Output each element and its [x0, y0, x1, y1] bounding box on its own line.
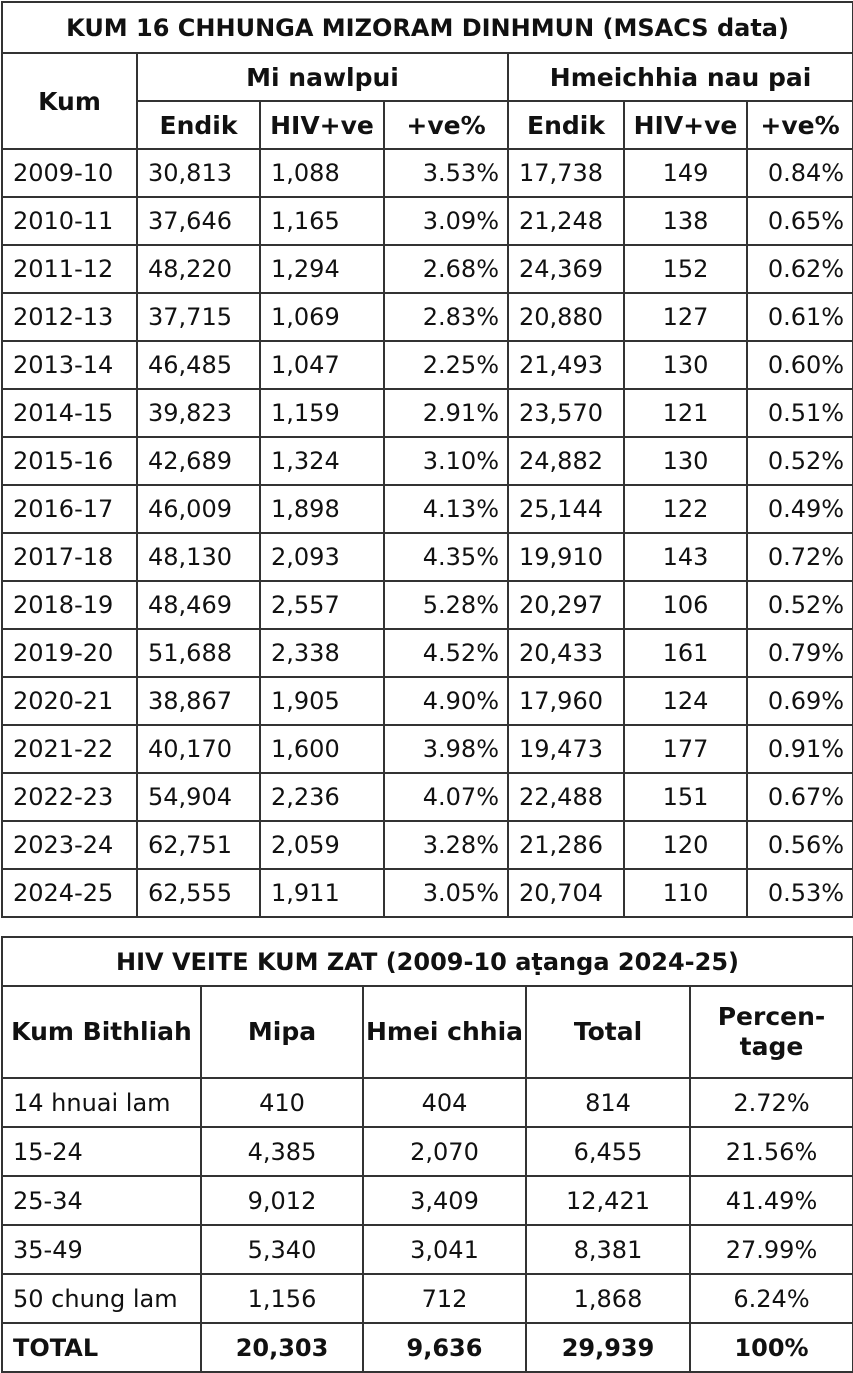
year-cell: 2021-22 — [2, 725, 137, 773]
tested-cell: 46,009 — [137, 485, 260, 533]
positive-rate-cell: 0.52% — [747, 581, 853, 629]
positive-rate-cell: 0.51% — [747, 389, 853, 437]
hiv-positive-cell: 1,905 — [260, 677, 384, 725]
tested-cell: 30,813 — [137, 149, 260, 197]
hiv-positive-cell: 177 — [624, 725, 747, 773]
table-row — [2, 533, 853, 581]
positive-rate-cell: 4.90% — [384, 677, 508, 725]
positive-rate-cell: 4.07% — [384, 773, 508, 821]
general-population-header: Mi nawlpui — [137, 53, 508, 101]
tested-cell: 54,904 — [137, 773, 260, 821]
female-cell: 712 — [363, 1274, 526, 1323]
hiv-positive-cell: 1,324 — [260, 437, 384, 485]
table-row — [2, 245, 853, 293]
hiv-positive-cell: 1,911 — [260, 869, 384, 917]
positive-rate-cell: 3.05% — [384, 869, 508, 917]
female-cell: 404 — [363, 1078, 526, 1127]
tested-cell: 46,485 — [137, 341, 260, 389]
tested-cell: 20,297 — [508, 581, 624, 629]
year-cell: 2017-18 — [2, 533, 137, 581]
hiv-positive-cell: 1,047 — [260, 341, 384, 389]
tested-cell: 39,823 — [137, 389, 260, 437]
positive-rate-cell: 4.13% — [384, 485, 508, 533]
year-cell: 2019-20 — [2, 629, 137, 677]
tested-cell: 24,369 — [508, 245, 624, 293]
positive-rate-cell: 2.25% — [384, 341, 508, 389]
tested-cell: 20,433 — [508, 629, 624, 677]
table-row — [2, 1078, 853, 1127]
hiv-positive-cell: 1,898 — [260, 485, 384, 533]
tested-cell: 20,880 — [508, 293, 624, 341]
male-cell: 410 — [201, 1078, 363, 1127]
hiv-positive-cell: 2,093 — [260, 533, 384, 581]
tested-cell: 62,751 — [137, 821, 260, 869]
tested-cell: 48,220 — [137, 245, 260, 293]
table-row — [2, 629, 853, 677]
year-cell: 2012-13 — [2, 293, 137, 341]
tested-cell: 51,688 — [137, 629, 260, 677]
subheader-tested: Endik — [137, 101, 260, 149]
tested-cell: 22,488 — [508, 773, 624, 821]
percentage-cell: 2.72% — [690, 1078, 853, 1127]
year-cell: 2013-14 — [2, 341, 137, 389]
hiv-positive-cell: 2,338 — [260, 629, 384, 677]
age-group-cell: 15-24 — [2, 1127, 201, 1176]
table-row — [2, 293, 853, 341]
positive-rate-cell: 3.28% — [384, 821, 508, 869]
positive-rate-cell: 0.56% — [747, 821, 853, 869]
positive-rate-cell: 3.09% — [384, 197, 508, 245]
hiv-positive-cell: 1,165 — [260, 197, 384, 245]
positive-rate-cell: 2.68% — [384, 245, 508, 293]
positive-rate-cell: 0.72% — [747, 533, 853, 581]
hiv-positive-cell: 110 — [624, 869, 747, 917]
positive-rate-cell: 0.69% — [747, 677, 853, 725]
year-cell: 2024-25 — [2, 869, 137, 917]
percentage-cell: 41.49% — [690, 1176, 853, 1225]
age-group-cell: 35-49 — [2, 1225, 201, 1274]
tested-cell: 48,130 — [137, 533, 260, 581]
hiv-positive-cell: 122 — [624, 485, 747, 533]
male-cell: 9,012 — [201, 1176, 363, 1225]
hiv-positive-cell: 152 — [624, 245, 747, 293]
male-cell: 20,303 — [201, 1323, 363, 1372]
tested-cell: 42,689 — [137, 437, 260, 485]
table1-title: KUM 16 CHHUNGA MIZORAM DINHMUN (MSACS data) — [2, 2, 853, 53]
table2-title: HIV VEITE KUM ZAT (2009-10 aṭanga 2024-25) — [2, 937, 853, 986]
positive-rate-cell: 5.28% — [384, 581, 508, 629]
hiv-positive-cell: 1,600 — [260, 725, 384, 773]
year-header: Kum — [2, 53, 137, 149]
year-cell: 2015-16 — [2, 437, 137, 485]
year-cell: 2009-10 — [2, 149, 137, 197]
positive-rate-cell: 0.62% — [747, 245, 853, 293]
hiv-positive-cell: 1,159 — [260, 389, 384, 437]
tested-cell: 48,469 — [137, 581, 260, 629]
hiv-positive-cell: 120 — [624, 821, 747, 869]
percentage-cell: 100% — [690, 1323, 853, 1372]
percentage-cell: 21.56% — [690, 1127, 853, 1176]
mizoram-hiv-status-table — [1, 1, 853, 918]
positive-rate-cell: 0.84% — [747, 149, 853, 197]
age-group-cell: 50 chung lam — [2, 1274, 201, 1323]
table-row — [2, 869, 853, 917]
age-group-cell: 25-34 — [2, 1176, 201, 1225]
table-row — [2, 581, 853, 629]
total-cell: 29,939 — [526, 1323, 690, 1372]
tested-cell: 21,286 — [508, 821, 624, 869]
hiv-positive-cell: 143 — [624, 533, 747, 581]
tested-cell: 40,170 — [137, 725, 260, 773]
hiv-positive-cell: 2,059 — [260, 821, 384, 869]
total-cell: 1,868 — [526, 1274, 690, 1323]
tested-cell: 17,960 — [508, 677, 624, 725]
year-cell: 2016-17 — [2, 485, 137, 533]
positive-rate-cell: 0.53% — [747, 869, 853, 917]
positive-rate-cell: 0.67% — [747, 773, 853, 821]
positive-rate-cell: 0.49% — [747, 485, 853, 533]
tested-cell: 21,493 — [508, 341, 624, 389]
table-row — [2, 677, 853, 725]
tested-cell: 17,738 — [508, 149, 624, 197]
year-cell: 2022-23 — [2, 773, 137, 821]
year-cell: 2023-24 — [2, 821, 137, 869]
year-cell: 2010-11 — [2, 197, 137, 245]
female-cell: 3,041 — [363, 1225, 526, 1274]
subheader-positive-rate: +ve% — [747, 101, 853, 149]
table-row — [2, 773, 853, 821]
hiv-positive-cell: 2,557 — [260, 581, 384, 629]
tested-cell: 25,144 — [508, 485, 624, 533]
table-row — [2, 1176, 853, 1225]
tested-cell: 21,248 — [508, 197, 624, 245]
age-group-cell: TOTAL — [2, 1323, 201, 1372]
tested-cell: 23,570 — [508, 389, 624, 437]
positive-rate-cell: 2.91% — [384, 389, 508, 437]
positive-rate-cell: 0.61% — [747, 293, 853, 341]
header-total: Total — [526, 986, 690, 1078]
tested-cell: 19,473 — [508, 725, 624, 773]
table-row — [2, 341, 853, 389]
year-cell: 2014-15 — [2, 389, 137, 437]
tested-cell: 37,646 — [137, 197, 260, 245]
hiv-positive-cell: 2,236 — [260, 773, 384, 821]
positive-rate-cell: 0.91% — [747, 725, 853, 773]
hiv-age-group-table — [1, 936, 853, 1373]
tested-cell: 24,882 — [508, 437, 624, 485]
hiv-positive-cell: 1,088 — [260, 149, 384, 197]
table-row — [2, 485, 853, 533]
male-cell: 5,340 — [201, 1225, 363, 1274]
total-cell: 814 — [526, 1078, 690, 1127]
female-cell: 2,070 — [363, 1127, 526, 1176]
hiv-positive-cell: 1,294 — [260, 245, 384, 293]
table-row — [2, 389, 853, 437]
hiv-positive-cell: 138 — [624, 197, 747, 245]
total-cell: 8,381 — [526, 1225, 690, 1274]
pregnant-women-header: Hmeichhia nau pai — [508, 53, 853, 101]
positive-rate-cell: 3.98% — [384, 725, 508, 773]
table-row — [2, 1225, 853, 1274]
table-row — [2, 725, 853, 773]
subheader-hiv-positive: HIV+ve — [260, 101, 384, 149]
total-row — [2, 1323, 853, 1372]
hiv-positive-cell: 121 — [624, 389, 747, 437]
header-male: Mipa — [201, 986, 363, 1078]
hiv-positive-cell: 127 — [624, 293, 747, 341]
hiv-positive-cell: 151 — [624, 773, 747, 821]
header-female: Hmei chhia — [363, 986, 526, 1078]
percentage-cell: 27.99% — [690, 1225, 853, 1274]
table-row — [2, 1127, 853, 1176]
tested-cell: 62,555 — [137, 869, 260, 917]
male-cell: 4,385 — [201, 1127, 363, 1176]
hiv-positive-cell: 130 — [624, 341, 747, 389]
positive-rate-cell: 3.53% — [384, 149, 508, 197]
positive-rate-cell: 0.65% — [747, 197, 853, 245]
positive-rate-cell: 2.83% — [384, 293, 508, 341]
tested-cell: 20,704 — [508, 869, 624, 917]
table-row — [2, 197, 853, 245]
year-cell: 2011-12 — [2, 245, 137, 293]
total-cell: 6,455 — [526, 1127, 690, 1176]
table-row — [2, 437, 853, 485]
tested-cell: 37,715 — [137, 293, 260, 341]
table-row — [2, 821, 853, 869]
positive-rate-cell: 0.60% — [747, 341, 853, 389]
positive-rate-cell: 3.10% — [384, 437, 508, 485]
hiv-positive-cell: 106 — [624, 581, 747, 629]
percentage-cell: 6.24% — [690, 1274, 853, 1323]
female-cell: 3,409 — [363, 1176, 526, 1225]
positive-rate-cell: 4.35% — [384, 533, 508, 581]
header-age-group: Kum Bithliah — [2, 986, 201, 1078]
age-group-cell: 14 hnuai lam — [2, 1078, 201, 1127]
table-row — [2, 1274, 853, 1323]
year-cell: 2020-21 — [2, 677, 137, 725]
tested-cell: 19,910 — [508, 533, 624, 581]
hiv-positive-cell: 1,069 — [260, 293, 384, 341]
female-cell: 9,636 — [363, 1323, 526, 1372]
hiv-positive-cell: 161 — [624, 629, 747, 677]
hiv-positive-cell: 130 — [624, 437, 747, 485]
table-row — [2, 149, 853, 197]
subheader-positive-rate: +ve% — [384, 101, 508, 149]
total-cell: 12,421 — [526, 1176, 690, 1225]
positive-rate-cell: 0.52% — [747, 437, 853, 485]
subheader-hiv-positive: HIV+ve — [624, 101, 747, 149]
header-percentage: Percen- tage — [690, 986, 853, 1078]
tested-cell: 38,867 — [137, 677, 260, 725]
hiv-positive-cell: 124 — [624, 677, 747, 725]
positive-rate-cell: 4.52% — [384, 629, 508, 677]
year-cell: 2018-19 — [2, 581, 137, 629]
hiv-positive-cell: 149 — [624, 149, 747, 197]
subheader-tested: Endik — [508, 101, 624, 149]
positive-rate-cell: 0.79% — [747, 629, 853, 677]
male-cell: 1,156 — [201, 1274, 363, 1323]
